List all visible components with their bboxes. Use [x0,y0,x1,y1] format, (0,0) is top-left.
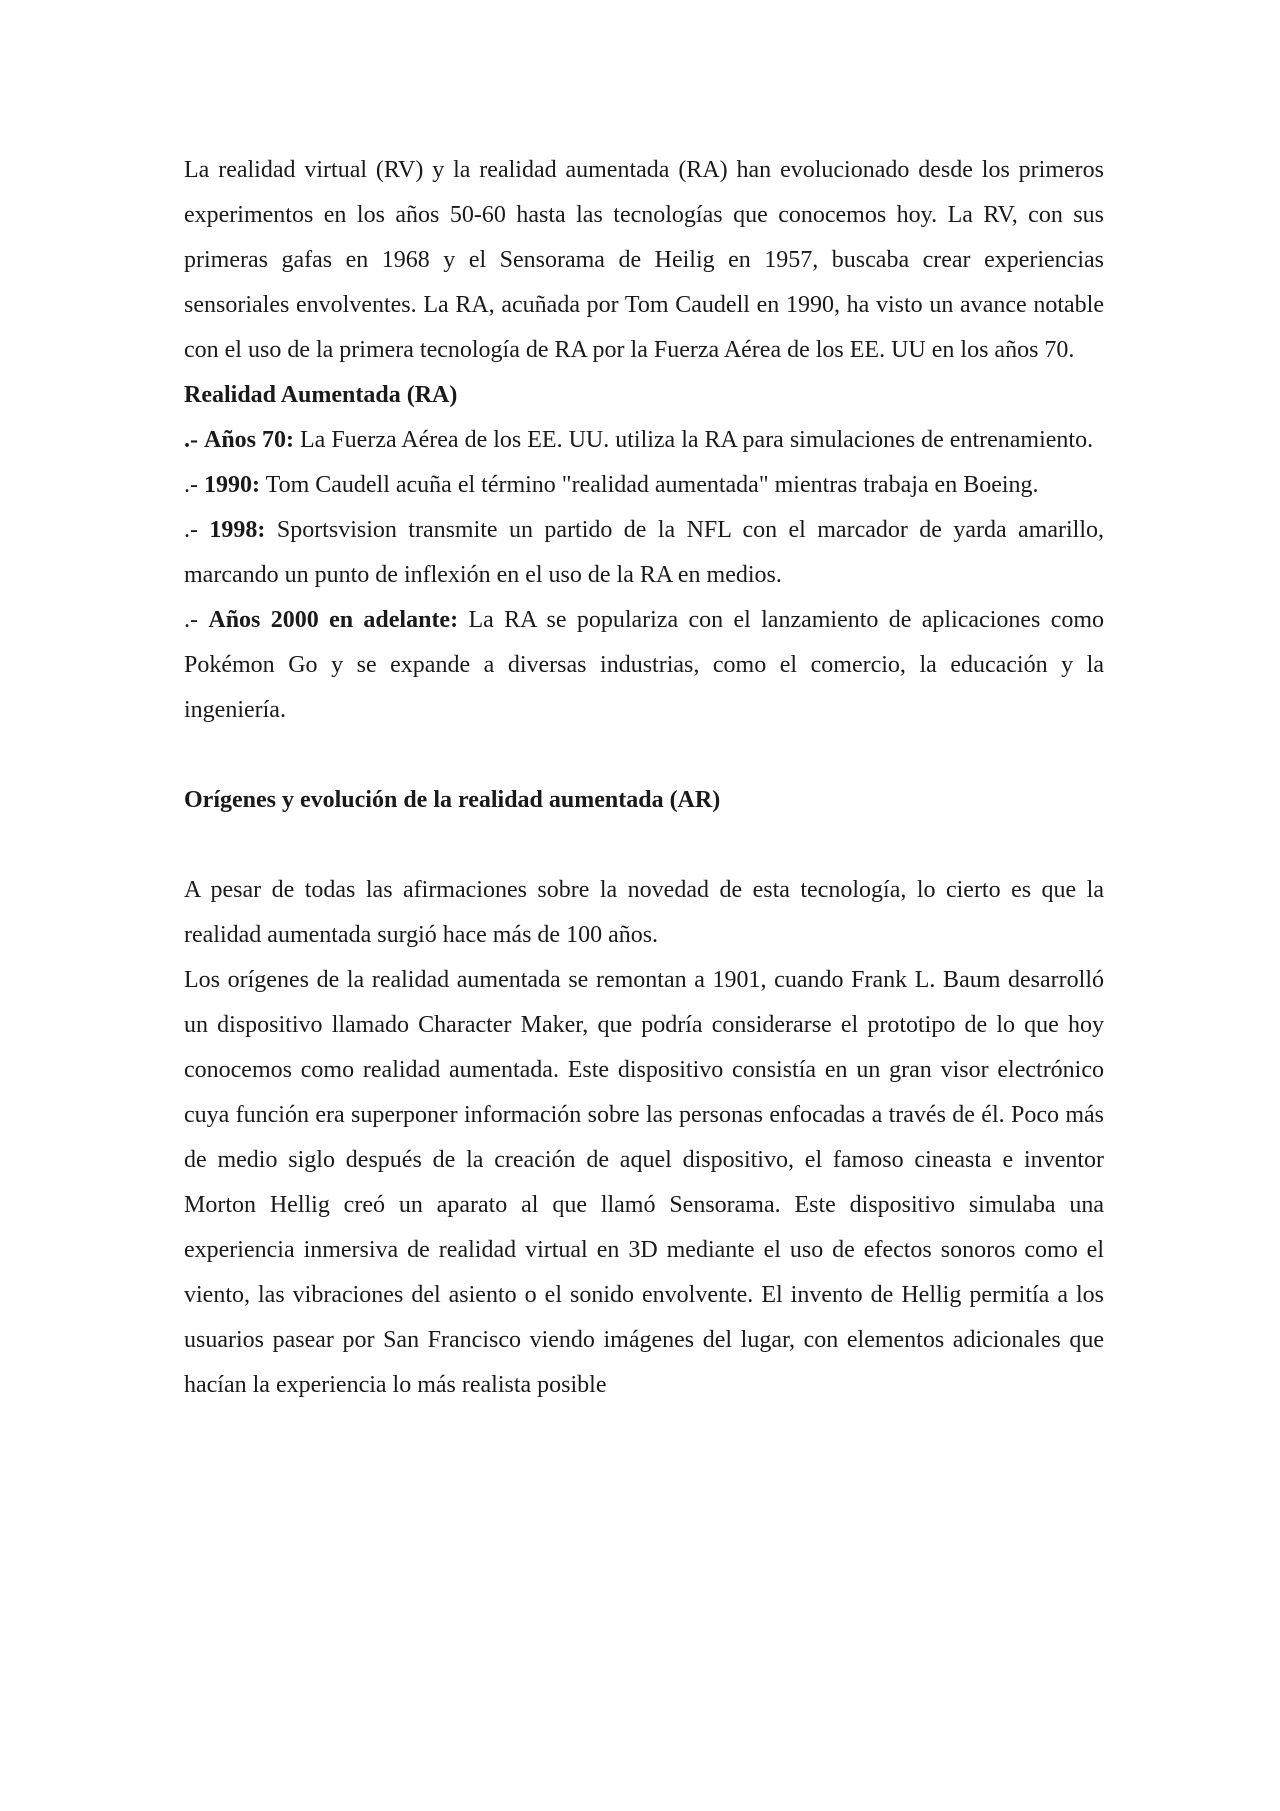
origins-paragraph-1: A pesar de todas las afirmaciones sobre la novedad de esta tecnología, lo cierto es que la realidad aumentada surgió hace más de 100 años. [184,877,1104,948]
timeline-item [184,508,1104,598]
timeline-item [184,598,1104,733]
timeline-bullet: .- [184,517,198,543]
document-page [184,148,1104,1408]
timeline-text: Sportsvision transmite un partido de la NFL con el marcador de yarda amarillo, marcando un punto de inflexión en el uso de la RA en medios. [184,517,1105,588]
timeline-bullet: .- [184,607,198,633]
timeline-text: Tom Caudell acuña el término "realidad aumentada" mientras trabaja en Boeing. [265,472,1039,498]
timeline-bullet: .- [184,427,198,453]
timeline-label: Años 70: [204,427,295,453]
timeline-bullet: .- [184,472,198,498]
section-heading-ra: Realidad Aumentada (RA) [184,382,458,408]
timeline-item [184,418,1104,463]
section-heading-origins: Orígenes y evolución de la realidad aumentada (AR) [184,787,721,813]
timeline-text: La RA se populariza con el lanzamiento de aplicaciones como Pokémon Go y se expande a diversas industrias, como el comercio, la educación y la ingeniería. [184,607,1105,723]
intro-paragraph: La realidad virtual (RV) y la realidad aumentada (RA) han evolucionado desde los primeros experimentos en los años 50-60 hasta las tecnologías que conocemos hoy. La RV, con sus primeras gafas en 1968 y el Sensorama de Heilig en 1957, buscaba crear experiencias sensoriales envolventes. La RA, acuñada por Tom Caudell en 1990, ha visto un avance notable con el uso de la primera tecnología de RA por la Fuerza Aérea de los EE. UU en los años 70. [184,157,1104,363]
timeline-label: Años 2000 en adelante: [208,607,459,633]
timeline-label: 1998: [209,517,266,543]
timeline-item [184,463,1104,508]
origins-paragraph-2: Los orígenes de la realidad aumentada se remontan a 1901, cuando Frank L. Baum desarrolló un dispositivo llamado Character Maker, que podría considerarse el prototipo de lo que hoy conocemos como realidad aumentada. Este dispositivo consistía en un gran visor electrónico cuya función era superponer información sobre las personas enfocadas a través de él. Poco más de medio siglo después de la creación de aquel dispositivo, el famoso cineasta e inventor Morton Hellig creó un aparato al que llamó Sensorama. Este dispositivo simulaba una experiencia inmersiva de realidad virtual en 3D mediante el uso de efectos sonoros como el viento, las vibraciones del asiento o el sonido envolvente. El invento de Hellig permitía a los usuarios pasear por San Francisco viendo imágenes del lugar, con elementos adicionales que hacían la experiencia lo más realista posible [184,967,1104,1398]
timeline-text: La Fuerza Aérea de los EE. UU. utiliza la RA para simulaciones de entrenamiento. [300,427,1094,453]
timeline-label: 1990: [204,472,260,498]
